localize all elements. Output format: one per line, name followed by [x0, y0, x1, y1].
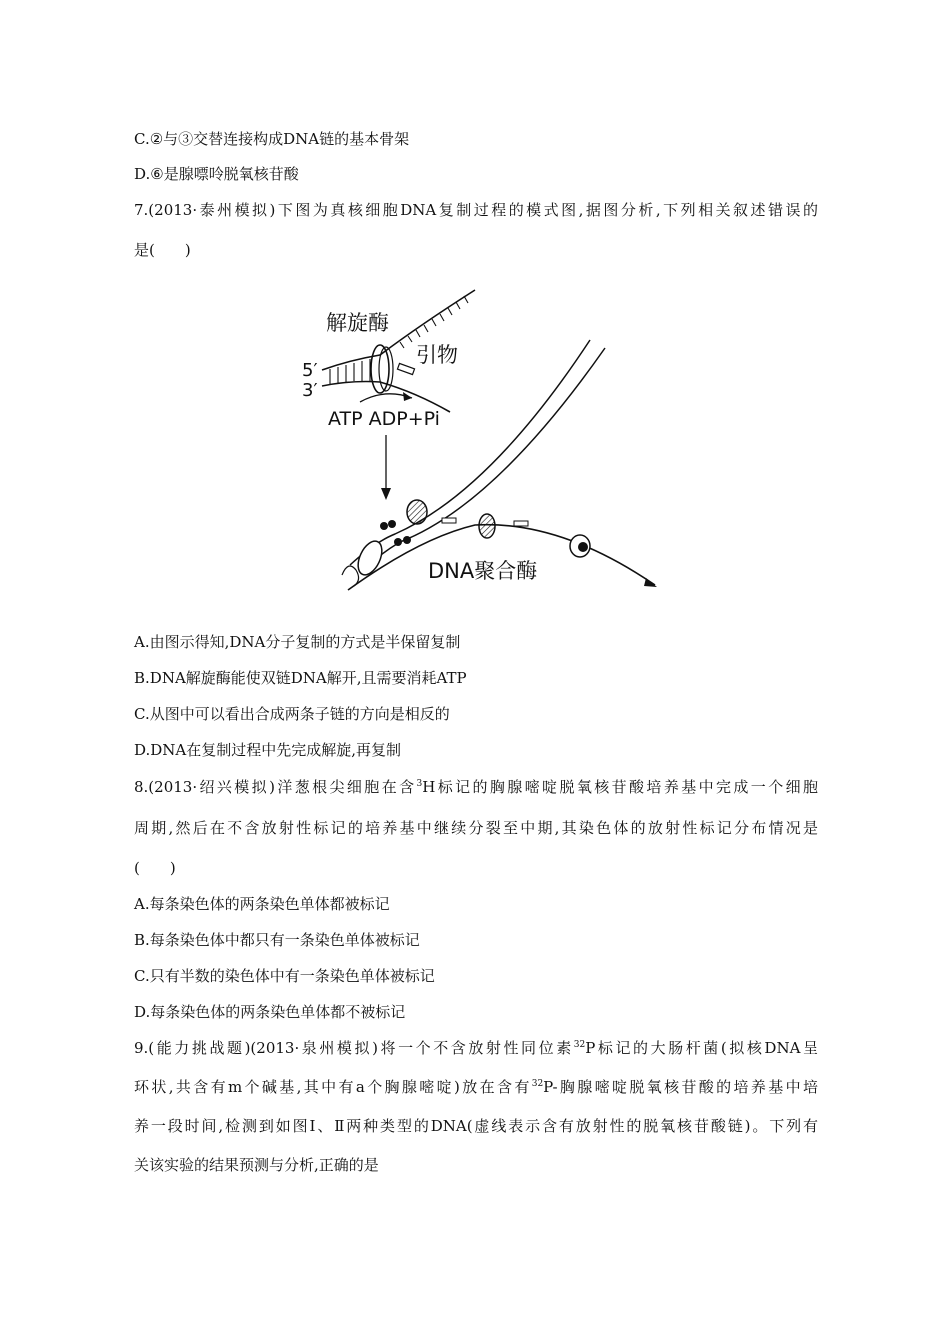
q9-stem-line1: 9.(能力挑战题)(2013·泉州模拟)将一个不含放射性同位素$^{32}$P标记的大肠杆菌(拟核DNA呈 — [134, 1039, 818, 1057]
q6-option-c: C.②与③交替连接构成DNA链的基本骨架 — [134, 130, 410, 148]
q8-option-d: D.每条染色体的两条染色单体都不被标记 — [134, 1003, 406, 1021]
q8-stem-line1: 8.(2013·绍兴模拟)洋葱根尖细胞在含$^3$H标记的胸腺嘧啶脱氧核苷酸培养基中完成一个细胞 — [134, 778, 818, 796]
q8-stem-line3: ( ) — [134, 859, 176, 877]
polymerase-hatched-upper — [407, 500, 427, 524]
q7-option-c: C.从图中可以看出合成两条子链的方向是相反的 — [134, 705, 450, 723]
q7-option-a: A.由图示得知,DNA分子复制的方式是半保留复制 — [134, 633, 461, 651]
polymerase-label: DNA聚合酶 — [428, 559, 538, 583]
q8-option-b: B.每条染色体中都只有一条染色单体被标记 — [134, 931, 420, 949]
q7-option-d: D.DNA在复制过程中先完成解旋,再复制 — [134, 741, 402, 759]
label-5-prime: 5′ — [302, 360, 318, 381]
q9-stem-line4: 关该实验的结果预测与分析,正确的是 — [134, 1156, 379, 1174]
label-3-prime: 3′ — [302, 380, 318, 401]
dna-replication-diagram — [300, 280, 660, 610]
helicase-label: 解旋酶 — [326, 311, 389, 335]
primer-mark — [397, 363, 414, 374]
energy-label: ATP ADP+Pi — [328, 408, 440, 430]
down-arrow-icon — [381, 488, 391, 500]
strand-arrow-icon — [644, 578, 657, 587]
q8-stem-line2: 周期,然后在不含放射性标记的培养基中继续分裂至中期,其染色体的放射性标记分布情况是 — [134, 819, 818, 837]
helicase-ring — [371, 345, 389, 393]
q7-stem-line1: 7.(2013·泰州模拟)下图为真核细胞DNA复制过程的模式图,据图分析,下列相关叙述错误的 — [134, 201, 818, 219]
q8-option-a: A.每条染色体的两条染色单体都被标记 — [134, 895, 390, 913]
q9-stem-line2: 环状,共含有m个碱基,其中有a个胸腺嘧啶)放在含有$^{32}$P-胸腺嘧啶脱氧核苷酸的培养基中培 — [134, 1078, 819, 1096]
dna-replication-figure — [300, 280, 660, 610]
q8-option-c: C.只有半数的染色体中有一条染色单体被标记 — [134, 967, 435, 985]
polymerase-hatched-lower — [479, 514, 495, 538]
q7-stem-line2: 是( ) — [134, 241, 191, 259]
q7-option-b: B.DNA解旋酶能使双链DNA解开,且需要消耗ATP — [134, 669, 467, 687]
q9-stem-line3: 养一段时间,检测到如图Ⅰ、Ⅱ两种类型的DNA(虚线表示含有放射性的脱氧核苷酸链)。下列有 — [134, 1117, 818, 1135]
q6-option-d: D.⑥是腺嘌呤脱氧核苷酸 — [134, 165, 299, 183]
primer-label: 引物 — [416, 343, 458, 367]
